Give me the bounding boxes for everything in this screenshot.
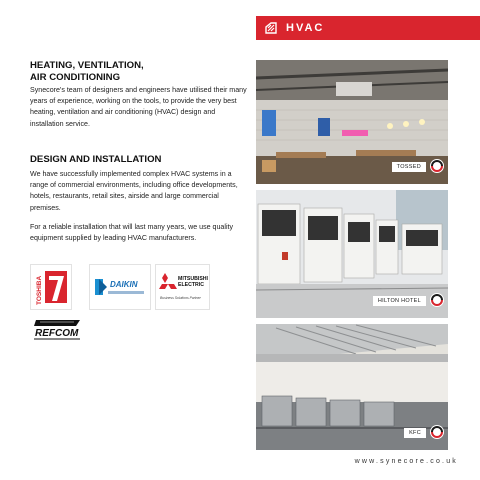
project-label-hilton-hotel: HILTON HOTEL: [373, 296, 426, 306]
project-photo-tossed: [256, 60, 448, 184]
design-paragraph-2: For a reliable installation that will last many years, we use quality equipment supplied by leading HVAC manufacturers.: [30, 223, 234, 243]
section-heading-hvac: HEATING, VENTILATION, AIR CONDITIONING: [30, 60, 144, 83]
project-label-tossed: TOSSED: [392, 162, 426, 172]
svg-text:ELECTRIC: ELECTRIC: [178, 282, 204, 288]
project-photo-kfc: [256, 324, 448, 450]
synecore-badge-icon: [429, 292, 445, 308]
website-url[interactable]: www.synecore.co.uk: [354, 458, 458, 465]
svg-text:Business Solutions Partner: Business Solutions Partner: [160, 296, 201, 300]
section-heading-design: DESIGN AND INSTALLATION: [30, 154, 162, 165]
toshiba-wordmark: TOSHIBA: [36, 275, 43, 305]
design-paragraph-1: We have successfully implemented complex HVAC systems in a range of commercial environments, including office developments, hotels, restaurants, retail sites, airside and large commercial premises.: [30, 170, 238, 212]
intro-paragraph: Synecore's team of designers and engineers have utilised their many years of experience, working on the tools, to provide the very best heating, ventilation and air conditioning (HVAC) design and installation service.: [30, 86, 247, 128]
page-title: HVAC: [286, 22, 325, 34]
daikin-wordmark: DAIKIN: [110, 280, 138, 289]
svg-text:MITSUBISHI: MITSUBISHI: [178, 276, 208, 282]
hvac-fan-icon: [264, 21, 278, 35]
toshiba-logo: [30, 264, 72, 310]
header-banner: [256, 16, 480, 40]
synecore-badge-icon: [429, 424, 445, 440]
project-photo-hilton: [256, 190, 448, 318]
project-label-kfc: KFC: [404, 428, 426, 438]
intro-section: [30, 60, 248, 130]
svg-text:REFCOM: REFCOM: [35, 328, 79, 339]
synecore-badge-icon: [429, 158, 445, 174]
daikin-logo: [89, 264, 151, 310]
mitsubishi-logo: [155, 264, 210, 310]
refcom-logo: [30, 318, 86, 344]
